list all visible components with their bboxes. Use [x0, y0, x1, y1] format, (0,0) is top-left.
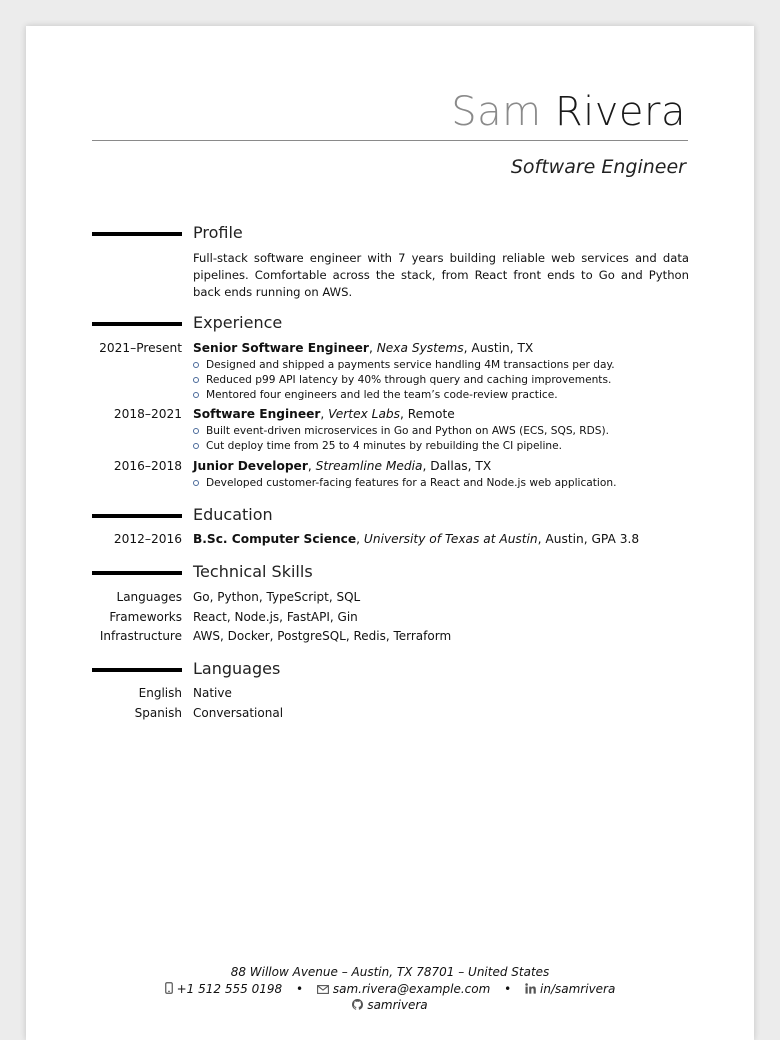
language-label: English [138, 686, 182, 700]
experience-role: Software Engineer [193, 407, 321, 421]
languages-section-bar [92, 668, 182, 672]
footer-separator: • [504, 982, 512, 996]
footer-address: 88 Willow Avenue – Austin, TX 78701 – United States [230, 965, 550, 979]
bullet-item: Mentored four engineers and led the team’s code-review practice. [193, 388, 615, 403]
profile-heading: Profile [193, 223, 243, 242]
footer-linkedin[interactable]: in/samrivera [525, 982, 615, 996]
bullet-circle-icon [193, 480, 199, 486]
first-name: Sam [451, 89, 542, 135]
experience-entry: Senior Software Engineer, Nexa Systems, Austin, TX [193, 341, 534, 355]
experience-location: Austin, TX [471, 341, 534, 355]
footer-contacts [26, 981, 754, 998]
skill-label: Frameworks [109, 610, 182, 624]
education-date: 2012–2016 [113, 532, 182, 546]
education-heading: Education [193, 505, 273, 524]
education-school: University of Texas at Austin [363, 532, 538, 546]
experience-entry: Junior Developer, Streamline Media, Dallas, TX [193, 459, 492, 473]
profile-text: Full-stack software engineer with 7 years building reliable web services and data pipelines. Comfortable across the stack, from React front ends to Go and Python back ends running on AWS. [193, 251, 689, 299]
experience-role: Senior Software Engineer [193, 341, 369, 355]
bullet-circle-icon [193, 377, 199, 383]
experience-company: Nexa Systems [376, 341, 464, 355]
languages-heading: Languages [193, 659, 281, 678]
skills-section-bar [92, 571, 182, 575]
header-divider [92, 140, 688, 141]
job-title: Software Engineer [510, 156, 686, 178]
experience-bullets [193, 476, 616, 491]
last-name: Rivera [554, 89, 686, 135]
footer-email[interactable]: sam.rivera@example.com [317, 982, 494, 996]
phone-icon [165, 982, 173, 994]
skills-heading: Technical Skills [193, 562, 313, 581]
experience-date: 2016–2018 [113, 459, 182, 473]
experience-company: Streamline Media [315, 459, 423, 473]
candidate-name [451, 89, 686, 135]
bullet-circle-icon [193, 443, 199, 449]
experience-bullets [193, 358, 615, 403]
bullet-item: Built event-driven microservices in Go and Python on AWS (ECS, SQS, RDS). [193, 424, 609, 439]
experience-company: Vertex Labs [328, 407, 400, 421]
profile-section-bar [92, 232, 182, 236]
education-details: Austin, GPA 3.8 [545, 532, 640, 546]
bullet-circle-icon [193, 428, 199, 434]
bullet-item: Designed and shipped a payments service handling 4M transactions per day. [193, 358, 615, 373]
education-entry: B.Sc. Computer Science, University of Texas at Austin, Austin, GPA 3.8 [193, 532, 640, 546]
bullet-circle-icon [193, 392, 199, 398]
footer-phone[interactable]: +1 512 555 0198 [165, 982, 286, 996]
experience-date: 2018–2021 [113, 407, 182, 421]
footer-github[interactable]: samrivera [26, 997, 754, 1014]
skill-label: Infrastructure [99, 629, 182, 643]
bullet-item: Cut deploy time from 25 to 4 minutes by rebuilding the CI pipeline. [193, 439, 609, 454]
footer-separator: • [295, 982, 304, 996]
language-level: Native [193, 686, 232, 700]
github-icon [352, 999, 363, 1010]
bullet-item: Developed customer-facing features for a React and Node.js web application. [193, 476, 616, 491]
linkedin-icon [525, 983, 536, 994]
skill-value: AWS, Docker, PostgreSQL, Redis, Terraform [193, 629, 452, 643]
bullet-item: Reduced p99 API latency by 40% through query and caching improvements. [193, 373, 615, 388]
skill-value: Go, Python, TypeScript, SQL [193, 590, 361, 604]
experience-section-bar [92, 322, 182, 326]
experience-location: Dallas, TX [430, 459, 492, 473]
skill-label: Languages [116, 590, 182, 604]
experience-bullets [193, 424, 609, 454]
language-label: Spanish [134, 706, 182, 720]
language-level: Conversational [193, 706, 284, 720]
envelope-icon [317, 985, 329, 994]
education-section-bar [92, 514, 182, 518]
skill-value: React, Node.js, FastAPI, Gin [193, 610, 358, 624]
bullet-circle-icon [193, 362, 199, 368]
experience-role: Junior Developer [193, 459, 308, 473]
experience-location: Remote [407, 407, 455, 421]
experience-entry: Software Engineer, Vertex Labs, Remote [193, 407, 455, 421]
education-degree: B.Sc. Computer Science [193, 532, 357, 546]
experience-heading: Experience [193, 313, 283, 332]
experience-date: 2021–Present [99, 341, 182, 355]
resume-page [26, 26, 754, 1040]
